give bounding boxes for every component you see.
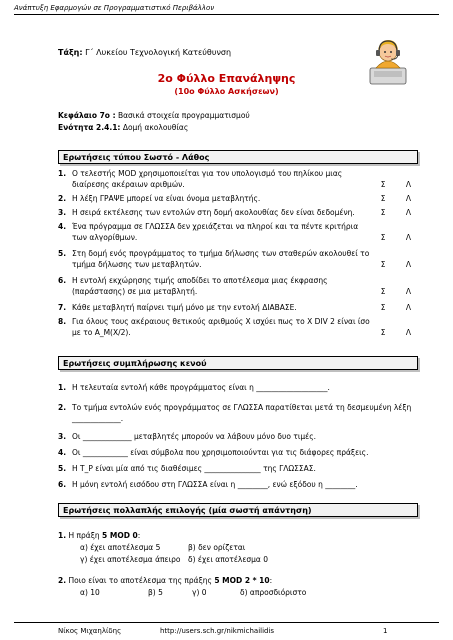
mc2-option-b: β) 5 <box>148 588 163 597</box>
footer-divider <box>14 622 439 623</box>
true-false-marks: Σ Λ <box>380 287 420 296</box>
true-false-marks: Σ Λ <box>380 194 420 203</box>
fill-question-5: 5. Η Τ_Ρ είναι μία από τις διαθέσιμες _______________ της ΓΛΩΣΣΑΣ. <box>58 464 316 473</box>
tf-question-6: 6. Η εντολή εκχώρησης τιμής αποδίδει το αποτέλεσμα μιας έκφρασης (παράστασης) σε μια μεταβλητή. Σ Λ <box>58 276 420 296</box>
true-false-marks: Σ Λ <box>380 233 420 242</box>
chapter-value: Βασικά στοιχεία προγραμματισμού <box>117 111 250 120</box>
tf-question-7: 7. Κάθε μεταβλητή παίρνει τιμή μόνο με την εντολή ΔΙΑΒΑΣΕ. Σ Λ <box>58 303 420 312</box>
tf-question-1: 1. Ο τελεστής MOD χρησιμοποιείται για τον υπολογισμό του πηλίκου μιας διαίρεσης ακέραιων αριθμών. Σ Λ <box>58 169 420 189</box>
multiple-choice-heading: Ερωτήσεις πολλαπλής επιλογής (μία σωστή απάντηση) <box>58 503 418 517</box>
mc2-expression: 5 MOD 2 * 10 <box>214 576 270 585</box>
unit-line <box>58 123 188 132</box>
header-divider <box>14 14 439 15</box>
class-info <box>58 48 231 57</box>
true-false-marks: Σ Λ <box>380 260 420 269</box>
running-header: Ανάπτυξη Εφαρμογών σε Προγραμματιστικό Περιβάλλον <box>14 4 215 12</box>
mc1-option-d: δ) έχει αποτέλεσμα 0 <box>188 555 268 564</box>
mc1-option-a: α) έχει αποτέλεσμα 5 <box>80 543 161 552</box>
true-false-marks: Σ Λ <box>380 328 420 337</box>
mc1-expression: 5 MOD 0 <box>102 531 138 540</box>
tf-question-5: 5. Στη δομή ενός προγράμματος το τμήμα δήλωσης των σταθερών ακολουθεί το τμήμα δήλωσης των μεταβλητών. Σ Λ <box>58 249 420 269</box>
fill-question-3: 3. Οι _____________ μεταβλητές μπορούν να λάβουν μόνο δυο τιμές. <box>58 432 316 441</box>
class-value: Γ΄ Λυκείου Τεχνολογική Κατεύθυνση <box>85 48 232 57</box>
chapter-line <box>58 111 250 120</box>
mc2-option-a: α) 10 <box>80 588 100 597</box>
fill-question-2: 2. Το τμήμα εντολών ενός προγράμματος σε ΓΛΩΣΣΑ παρατίθεται μετά τη δεσμευμένη λέξη _____________. <box>58 403 412 423</box>
fill-question-4: 4. Οι ____________ είναι σύμβολα που χρησιμοποιούνται για τις διάφορες πράξεις. <box>58 448 369 457</box>
tf-question-8: 8. Για όλους τους ακέραιους θετικούς αριθμούς X ισχύει πως το X DIV 2 είναι ίσο με το A_M(X/2). Σ Λ <box>58 317 420 337</box>
mc-question-1: 1. Η πράξη 5 MOD 0: <box>58 531 141 540</box>
footer-author: Νίκος Μιχαηλίδης <box>58 627 122 635</box>
mc1-option-b: β) δεν ορίζεται <box>188 543 246 552</box>
unit-label: Ενότητα 2.4.1: <box>58 123 121 132</box>
class-label: Τάξη: <box>58 48 83 57</box>
page-number: 1 <box>383 627 388 635</box>
worksheet-title: 2ο Φύλλο Επανάληψης <box>157 72 296 85</box>
tf-question-3: 3. Η σειρά εκτέλεσης των εντολών στη δομή ακολουθίας δεν είναι δεδομένη. Σ Λ <box>58 208 420 217</box>
true-false-heading: Ερωτήσεις τύπου Σωστό - Λάθος <box>58 150 418 164</box>
tf-question-2: 2. Η λέξη ΓΡΑΨΕ μπορεί να είναι όνομα μεταβλητής. Σ Λ <box>58 194 420 203</box>
tf-question-4: 4. Ένα πρόγραμμα σε ΓΛΩΣΣΑ δεν χρειάζεται να πληροί και τα πέντε κριτήρια των αλγορίθμων. Σ Λ <box>58 222 420 242</box>
worksheet-subtitle: (10ο Φύλλο Ασκήσεων) <box>174 87 279 96</box>
mc1-option-c: γ) έχει αποτέλεσμα άπειρο <box>80 555 181 564</box>
footer-url[interactable]: http://users.sch.gr/nikmichailidis <box>160 627 275 635</box>
mc-question-2: 2. Ποιο είναι το αποτέλεσμα της πράξης 5 MOD 2 * 10: <box>58 576 273 585</box>
chapter-label: Κεφάλαιο 7ο : <box>58 111 116 120</box>
fill-question-1: 1. Η τελευταία εντολή κάθε προγράμματος είναι η ___________________. <box>58 383 330 392</box>
mc2-option-d: δ) απροσδιόριστο <box>240 588 307 597</box>
fill-question-6: 6. Η μόνη εντολή εισόδου στη ΓΛΩΣΣΑ είναι η ________, ενώ εξόδου η ________. <box>58 480 358 489</box>
unit-value: Δομή ακολουθίας <box>122 123 189 132</box>
true-false-marks: Σ Λ <box>380 208 420 217</box>
mc2-option-c: γ) 0 <box>192 588 207 597</box>
true-false-marks: Σ Λ <box>380 303 420 312</box>
fill-in-heading: Ερωτήσεις συμπλήρωσης κενού <box>58 356 418 370</box>
true-false-marks: Σ Λ <box>380 180 420 189</box>
